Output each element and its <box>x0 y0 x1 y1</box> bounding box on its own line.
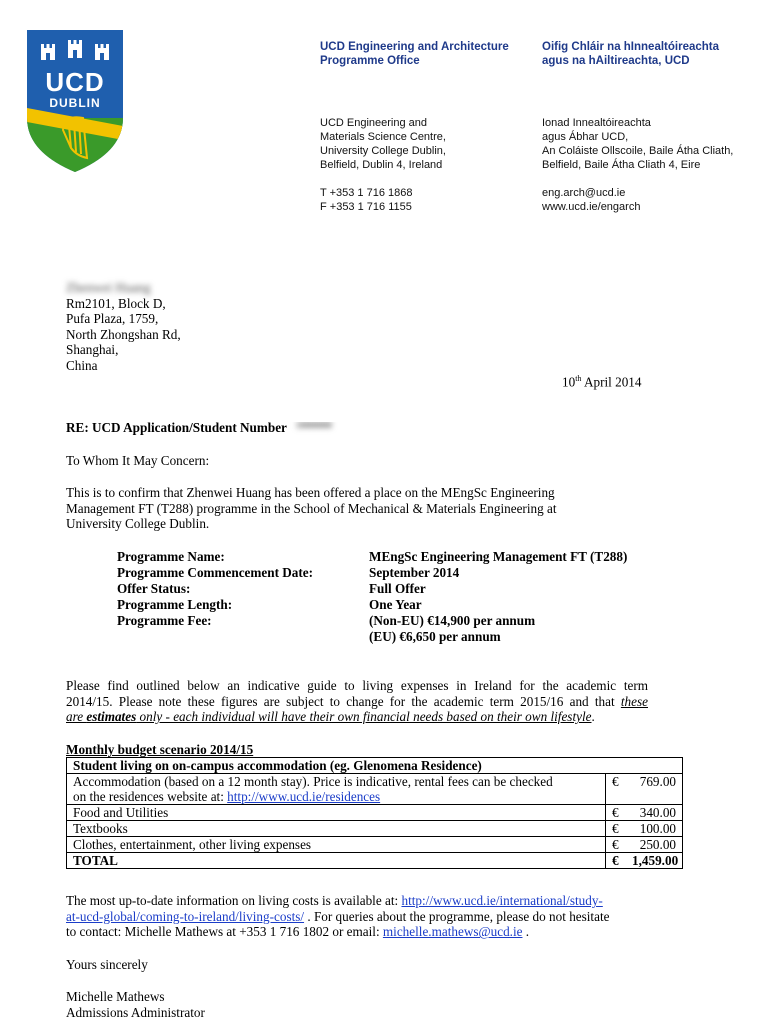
recipient-line: Pufa Plaza, 1759, <box>66 311 159 327</box>
address-ga <box>542 116 733 214</box>
recipient-address <box>66 280 181 374</box>
budget-total-label: TOTAL <box>67 853 606 869</box>
intro-line: Management FT (T288) programme in the School of Mechanical & Materials Engineering at <box>66 500 557 516</box>
guide-line3-end: . <box>591 709 595 725</box>
detail-row <box>117 565 627 581</box>
currency-symbol: € <box>612 821 619 836</box>
fax-number: F +353 1 716 1155 <box>320 201 412 213</box>
guide-line <box>66 709 648 725</box>
office-name-en-line2: Programme Office <box>320 55 420 67</box>
residences-link[interactable]: http://www.ucd.ie/residences <box>227 789 381 804</box>
recipient-line: Shanghai, <box>66 342 119 358</box>
table-row <box>67 837 683 853</box>
intro-line: University College Dublin. <box>66 516 210 532</box>
logo-ucd-text: UCD <box>45 67 105 97</box>
currency-symbol: € <box>612 805 619 820</box>
address-en <box>320 116 446 214</box>
date-rest: April 2014 <box>581 374 642 390</box>
office-email: eng.arch@ucd.ie <box>542 187 626 199</box>
budget-total-amount <box>606 853 683 869</box>
address-ga-line: An Coláiste Ollscoile, Baile Átha Cliath, <box>542 145 734 157</box>
detail-key: Programme Fee: <box>117 613 212 628</box>
living-costs-link[interactable]: http://www.ucd.ie/international/study- <box>401 893 603 908</box>
address-en-line: UCD Engineering and <box>320 117 428 129</box>
re-line <box>66 420 366 436</box>
amount-value: 340.00 <box>639 805 676 820</box>
date-day: 10 <box>562 374 576 390</box>
student-number-redacted: 10000000 <box>295 422 332 431</box>
budget-amount <box>606 774 683 805</box>
detail-value: MEngSc Engineering Management FT (T288) <box>369 549 628 564</box>
detail-key <box>117 629 369 645</box>
ucd-logo <box>27 30 123 172</box>
amount-value: 1,459.00 <box>632 853 679 868</box>
budget-table <box>66 757 683 869</box>
accommodation-text: on the residences website at: <box>73 789 228 804</box>
re-line-text: RE: UCD Application/Student Number <box>66 420 287 435</box>
detail-key: Programme Name: <box>117 549 225 564</box>
office-name-ga-line1: Oifig Chláir na hInnealtóireachta <box>542 41 720 53</box>
closing-text: . <box>522 924 530 940</box>
detail-row <box>117 629 627 645</box>
budget-amount <box>606 837 683 853</box>
office-name-en-line1: UCD Engineering and Architecture <box>320 41 509 53</box>
detail-value: One Year <box>369 597 422 612</box>
guide-emphasis-strong: estimates <box>86 709 137 725</box>
budget-label: Food and Utilities <box>67 805 606 821</box>
table-row <box>67 774 683 805</box>
signer-title: Admissions Administrator <box>66 1005 205 1020</box>
phone-number: T +353 1 716 1868 <box>320 187 413 199</box>
detail-row <box>117 597 627 613</box>
closing-text: . For queries about the programme, please do not hesitate <box>304 908 610 924</box>
recipient-line: China <box>66 357 98 373</box>
amount-value: 769.00 <box>639 774 676 789</box>
accommodation-text: Accommodation (based on a 12 month stay). Price is indicative, rental fees can be checked <box>73 774 553 789</box>
logo-dublin-text: DUBLIN <box>49 96 101 110</box>
detail-value: September 2014 <box>369 565 460 580</box>
table-row <box>67 805 683 821</box>
guide-emphasis: only - each individual will have their own financial needs based on their own lifestyle <box>136 709 592 725</box>
detail-row <box>117 613 627 629</box>
address-ga-line: agus Ábhar UCD, <box>542 131 629 143</box>
office-website: www.ucd.ie/engarch <box>542 201 641 213</box>
amount-value: 250.00 <box>639 837 676 852</box>
budget-amount <box>606 821 683 837</box>
detail-row <box>117 581 627 597</box>
detail-value: (Non-EU) €14,900 per annum <box>369 613 536 628</box>
currency-symbol: € <box>612 837 619 852</box>
budget-label: Clothes, entertainment, other living expenses <box>67 837 606 853</box>
guide-emphasis: these <box>620 693 648 709</box>
closing-info <box>66 893 656 940</box>
office-name-ga-line2: agus na hAiltireachta, UCD <box>542 55 690 67</box>
signer-name: Michelle Mathews <box>66 989 165 1004</box>
amount-value: 100.00 <box>639 821 676 836</box>
address-en-line: University College Dublin, <box>320 145 446 157</box>
budget-title: Monthly budget scenario 2014/15 <box>66 742 254 757</box>
detail-value: Full Offer <box>369 581 426 596</box>
intro-paragraph <box>66 485 556 532</box>
office-name-en <box>320 40 509 68</box>
currency-symbol: € <box>612 774 619 789</box>
budget-label <box>67 774 606 805</box>
budget-heading: Student living on on-campus accommodation (eg. Glenomena Residence) <box>67 758 683 774</box>
table-row <box>67 758 683 774</box>
closing-text: to contact: Michelle Mathews at +353 1 716 1802 or email: <box>66 924 383 940</box>
living-expenses-paragraph <box>66 678 648 725</box>
recipient-name: Zhenwei Huang <box>66 280 151 295</box>
recipient-line: North Zhongshan Rd, <box>66 326 181 342</box>
address-ga-line: Belfield, Baile Átha Cliath 4, Eire <box>542 159 701 171</box>
guide-line: Please find outlined below an indicative guide to living expenses in Ireland for the academic term <box>66 678 648 693</box>
intro-line: This is to confirm that Zhenwei Huang has been offered a place on the MEngSc Engineering <box>66 485 555 500</box>
address-en-line: Materials Science Centre, <box>320 131 446 143</box>
budget-label: Textbooks <box>67 821 606 837</box>
address-ga-line: Ionad Innealtóireachta <box>542 117 651 129</box>
detail-key: Offer Status: <box>117 581 191 596</box>
letter-date <box>562 371 642 390</box>
detail-key: Programme Length: <box>117 597 233 612</box>
signoff: Yours sincerely <box>66 957 148 972</box>
office-name-ga <box>542 40 719 68</box>
guide-line2-text: 2014/15. Please note these figures are subject to change for the academic term 2015/16 and that <box>66 693 621 709</box>
living-costs-link-cont[interactable]: at-ucd-global/coming-to-ireland/living-costs/ <box>66 908 305 924</box>
date-suffix: th <box>575 374 582 383</box>
salutation: To Whom It May Concern: <box>66 453 210 468</box>
currency-symbol: € <box>612 853 619 868</box>
guide-line <box>66 694 648 710</box>
budget-amount <box>606 805 683 821</box>
table-row <box>67 853 683 869</box>
contact-email-link[interactable]: michelle.mathews@ucd.ie <box>382 924 523 940</box>
recipient-line: Rm2101, Block D, <box>66 295 166 311</box>
detail-key: Programme Commencement Date: <box>117 565 314 580</box>
table-row <box>67 821 683 837</box>
programme-details <box>117 549 627 645</box>
closing-text: The most up-to-date information on living costs is available at: <box>66 893 402 908</box>
detail-row <box>117 549 627 565</box>
address-en-line: Belfield, Dublin 4, Ireland <box>320 159 443 171</box>
guide-emphasis: are <box>66 709 87 725</box>
detail-value: (EU) €6,650 per annum <box>369 629 501 644</box>
